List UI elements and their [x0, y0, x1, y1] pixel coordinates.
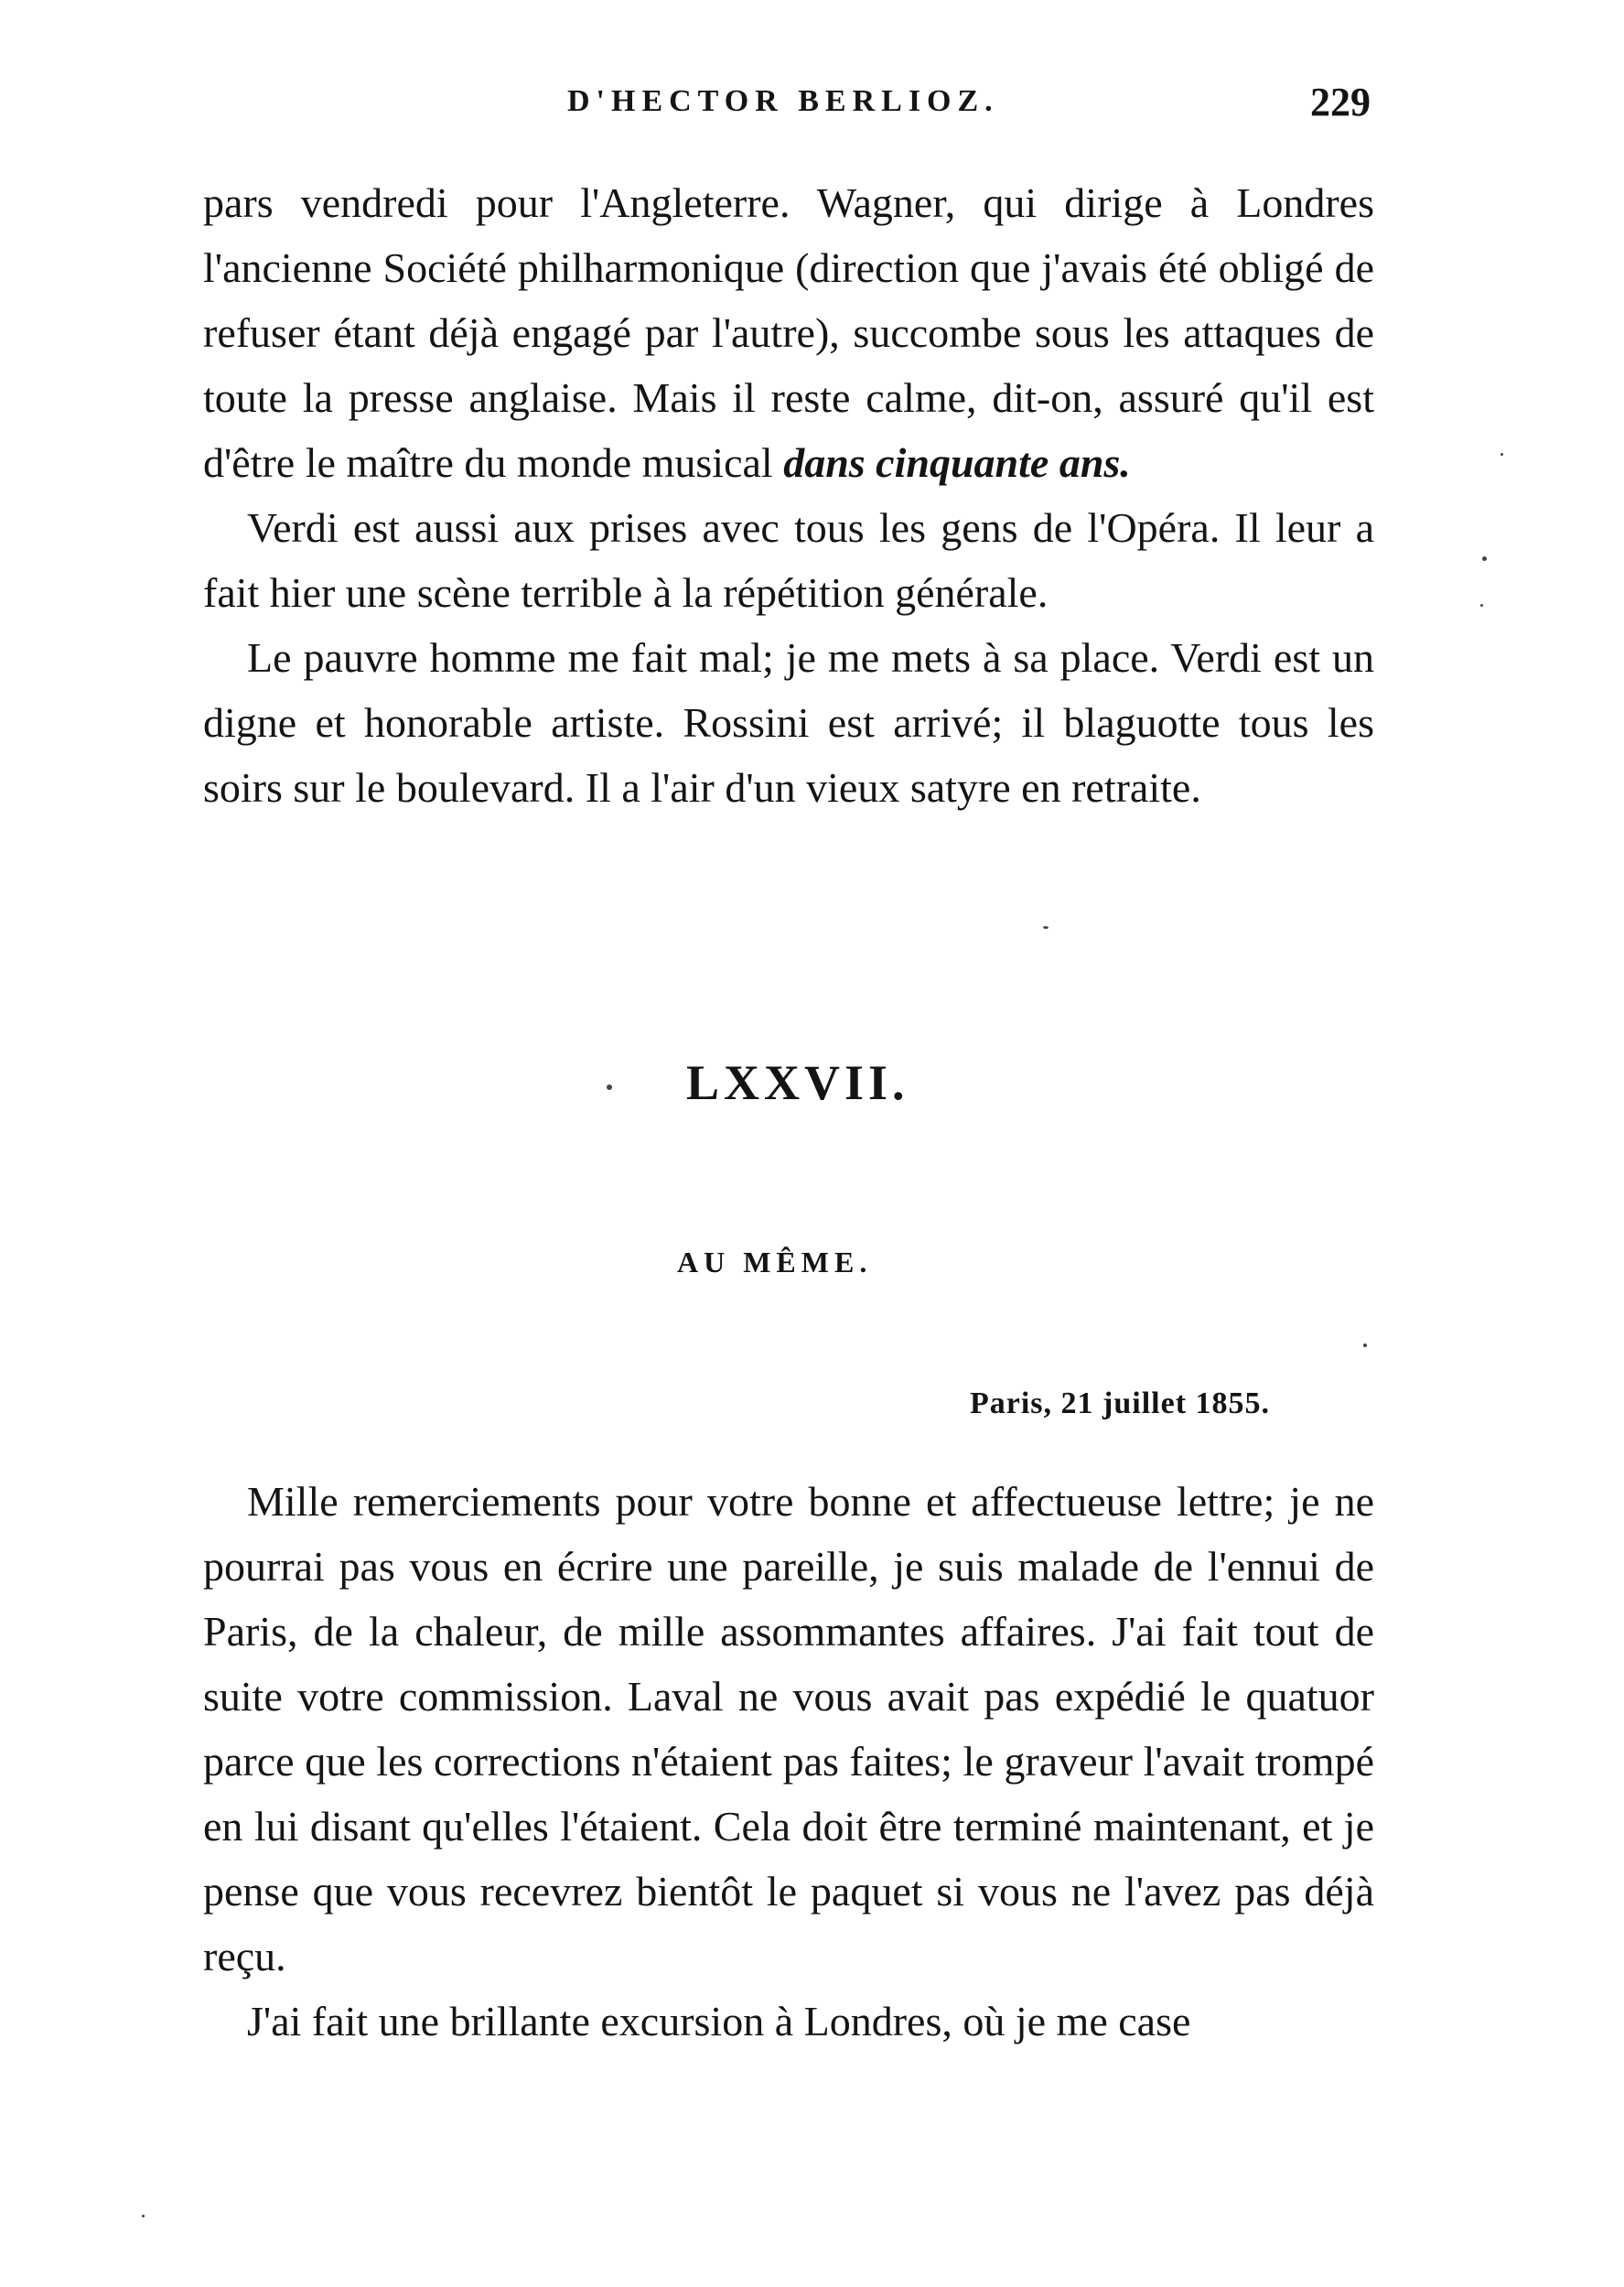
letter-paragraph: Mille remerciements pour votre bonne et affectueuse lettre; je ne pourrai pas vous en écrire une pareille, je suis malade de l'ennui de Paris, de la chaleur, de mille assommantes affaires. J'ai fait tout de suite votre commission. Laval ne vous avait pas expédié le quatuor parce que les corrections n'étaient pas faites; le graveur l'avait trompé en lui disant qu'elles l'étaient. Cela doit être terminé maintenant, et je pense que vous recevrez bientôt le paquet si vous ne l'avez pas déjà reçu.	[203, 1478, 1374, 1980]
scan-speck	[1482, 556, 1487, 561]
scan-speck	[142, 2215, 145, 2217]
scan-speck	[1043, 926, 1049, 929]
letter-paragraph: J'ai fait une brillante excursion à Londres, où je me case	[247, 1998, 1191, 2044]
paragraph-text: pars vendredi pour l'Angleterre. Wagner, qui dirige à Londres l'ancienne Société philharmonique (direction que j'avais été obligé de refuser étant déjà engagé par l'autre), succombe sous les attaques de toute la presse anglaise. Mais il reste calme, dit-on, assuré qu'il est d'être le maître du monde musical	[203, 179, 1374, 486]
paragraph-rossini: Le pauvre homme me fait mal; je me mets à sa place. Verdi est un digne et honorable artiste. Rossini est arrivé; il blaguotte tous les soirs sur le boulevard. Il a l'air d'un vieux satyre en retraite.	[203, 634, 1374, 811]
letter-number: LXXVII.	[686, 1055, 909, 1110]
emphasized-phrase: dans cinquante ans.	[783, 439, 1131, 486]
scan-speck	[1500, 453, 1503, 456]
scan-speck	[607, 1084, 612, 1090]
page-number: 229	[1310, 80, 1371, 124]
letter-body	[203, 1469, 1374, 2054]
scan-speck	[1363, 1343, 1367, 1347]
letter-dateline: Paris, 21 juillet 1855.	[970, 1386, 1271, 1420]
running-head: D'HECTOR BERLIOZ.	[567, 84, 999, 118]
paragraph-continued	[203, 170, 1374, 495]
paragraph-verdi: Verdi est aussi aux prises avec tous les gens de l'Opéra. Il leur a fait hier une scène terrible à la répétition générale.	[203, 504, 1374, 616]
letter-recipient: AU MÊME.	[677, 1246, 873, 1278]
scan-speck	[1480, 604, 1483, 607]
continued-text	[203, 170, 1374, 820]
